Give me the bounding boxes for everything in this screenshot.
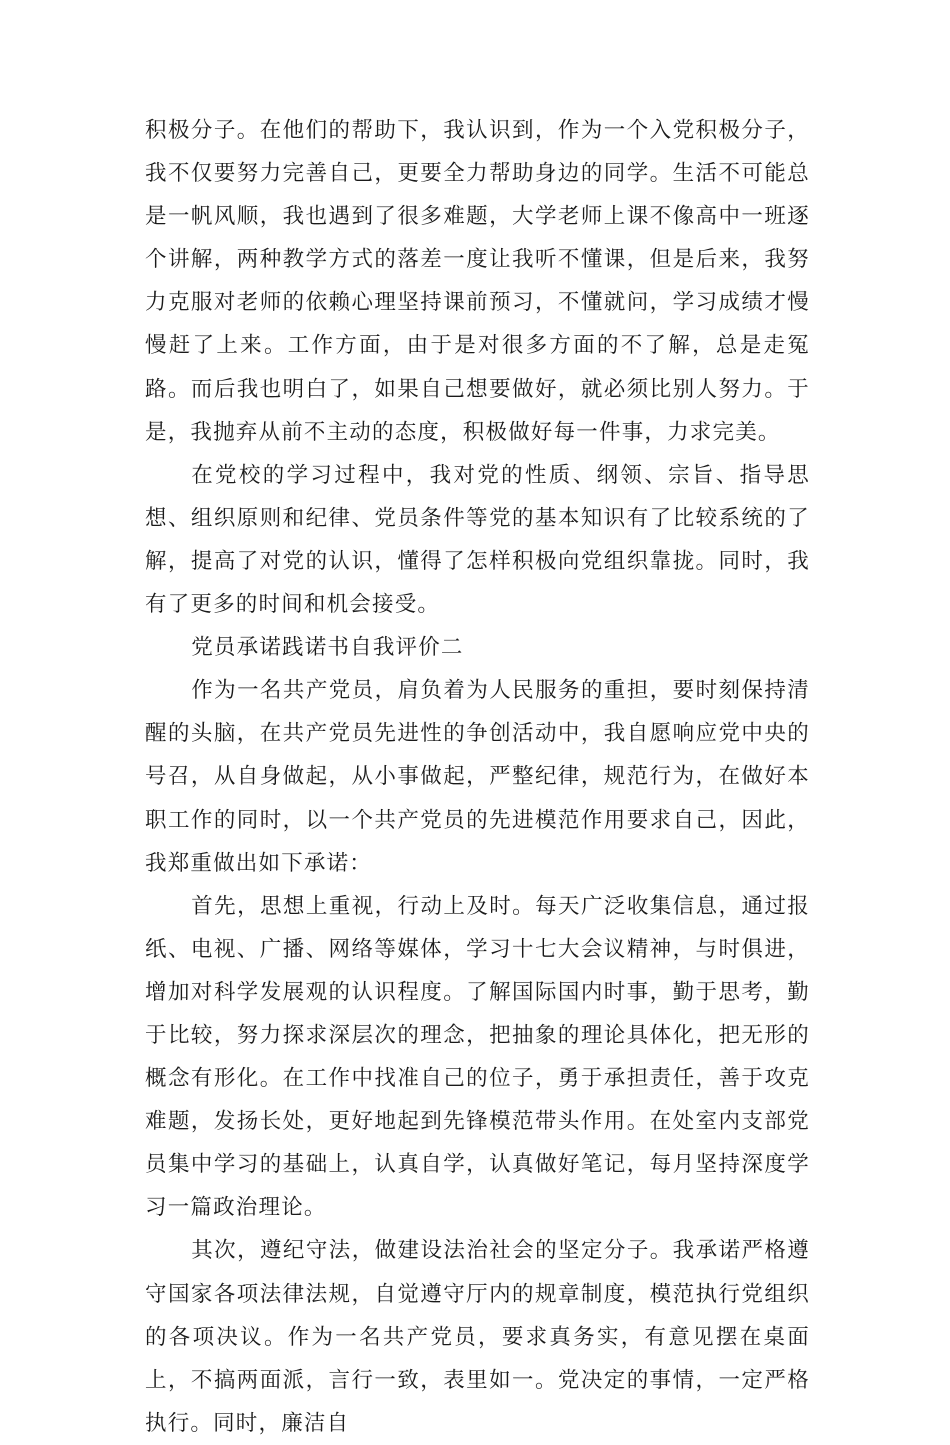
paragraph-second-point: 其次，遵纪守法，做建设法治社会的坚定分子。我承诺严格遵守国家各项法律法规，自觉遵守厅内的规章制度，模范执行党组织的各项决议。作为一名共产党员，要求真务实，有意见摆在桌面上，不搞两面派，言行一致，表里如一。党决定的事情，一定严格执行。同时，廉洁自 <box>145 1238 810 1436</box>
section-heading: 党员承诺践诺书自我评价二 <box>191 635 464 661</box>
document-body <box>145 109 810 1445</box>
paragraph-continuation: 积极分子。在他们的帮助下，我认识到，作为一个入党积极分子，我不仅要努力完善自己，更要全力帮助身边的同学。生活不可能总是一帆风顺，我也遇到了很多难题，大学老师上课不像高中一班逐个讲解，两种教学方式的落差一度让我听不懂课，但是后来，我努力克服对老师的依赖心理坚持课前预习，不懂就问，学习成绩才慢慢赶了上来。工作方面，由于是对很多方面的不了解，总是走冤路。而后我也明白了，如果自己想要做好，就必须比别人努力。于是，我抛弃从前不主动的态度，积极做好每一件事，力求完美。 <box>145 118 810 445</box>
paragraph-party-school-study: 在党校的学习过程中，我对党的性质、纲领、宗旨、指导思想、组织原则和纪律、党员条件等党的基本知识有了比较系统的了解，提高了对党的认识，懂得了怎样积极向党组织靠拢。同时，我有了更多的时间和机会接受。 <box>145 462 810 618</box>
paragraph-first-point: 首先，思想上重视，行动上及时。每天广泛收集信息，通过报纸、电视、广播、网络等媒体，学习十七大会议精神，与时俱进，增加对科学发展观的认识程度。了解国际国内时事，勤于思考，勤于比较，努力探求深层次的理念，把抽象的理论具体化，把无形的概念有形化。在工作中找准自己的位子，勇于承担责任，善于攻克难题，发扬长处，更好地起到先锋模范带头作用。在处室内支部党员集中学习的基础上，认真自学，认真做好笔记，每月坚持深度学习一篇政治理论。 <box>145 893 810 1221</box>
paragraph-commitment-intro: 作为一名共产党员，肩负着为人民服务的重担，要时刻保持清醒的头脑，在共产党员先进性的争创活动中，我自愿响应党中央的号召，从自身做起，从小事做起，严整纪律，规范行为，在做好本职工作的同时，以一个共产党员的先进模范作用要求自己，因此，我郑重做出如下承诺： <box>145 678 810 876</box>
